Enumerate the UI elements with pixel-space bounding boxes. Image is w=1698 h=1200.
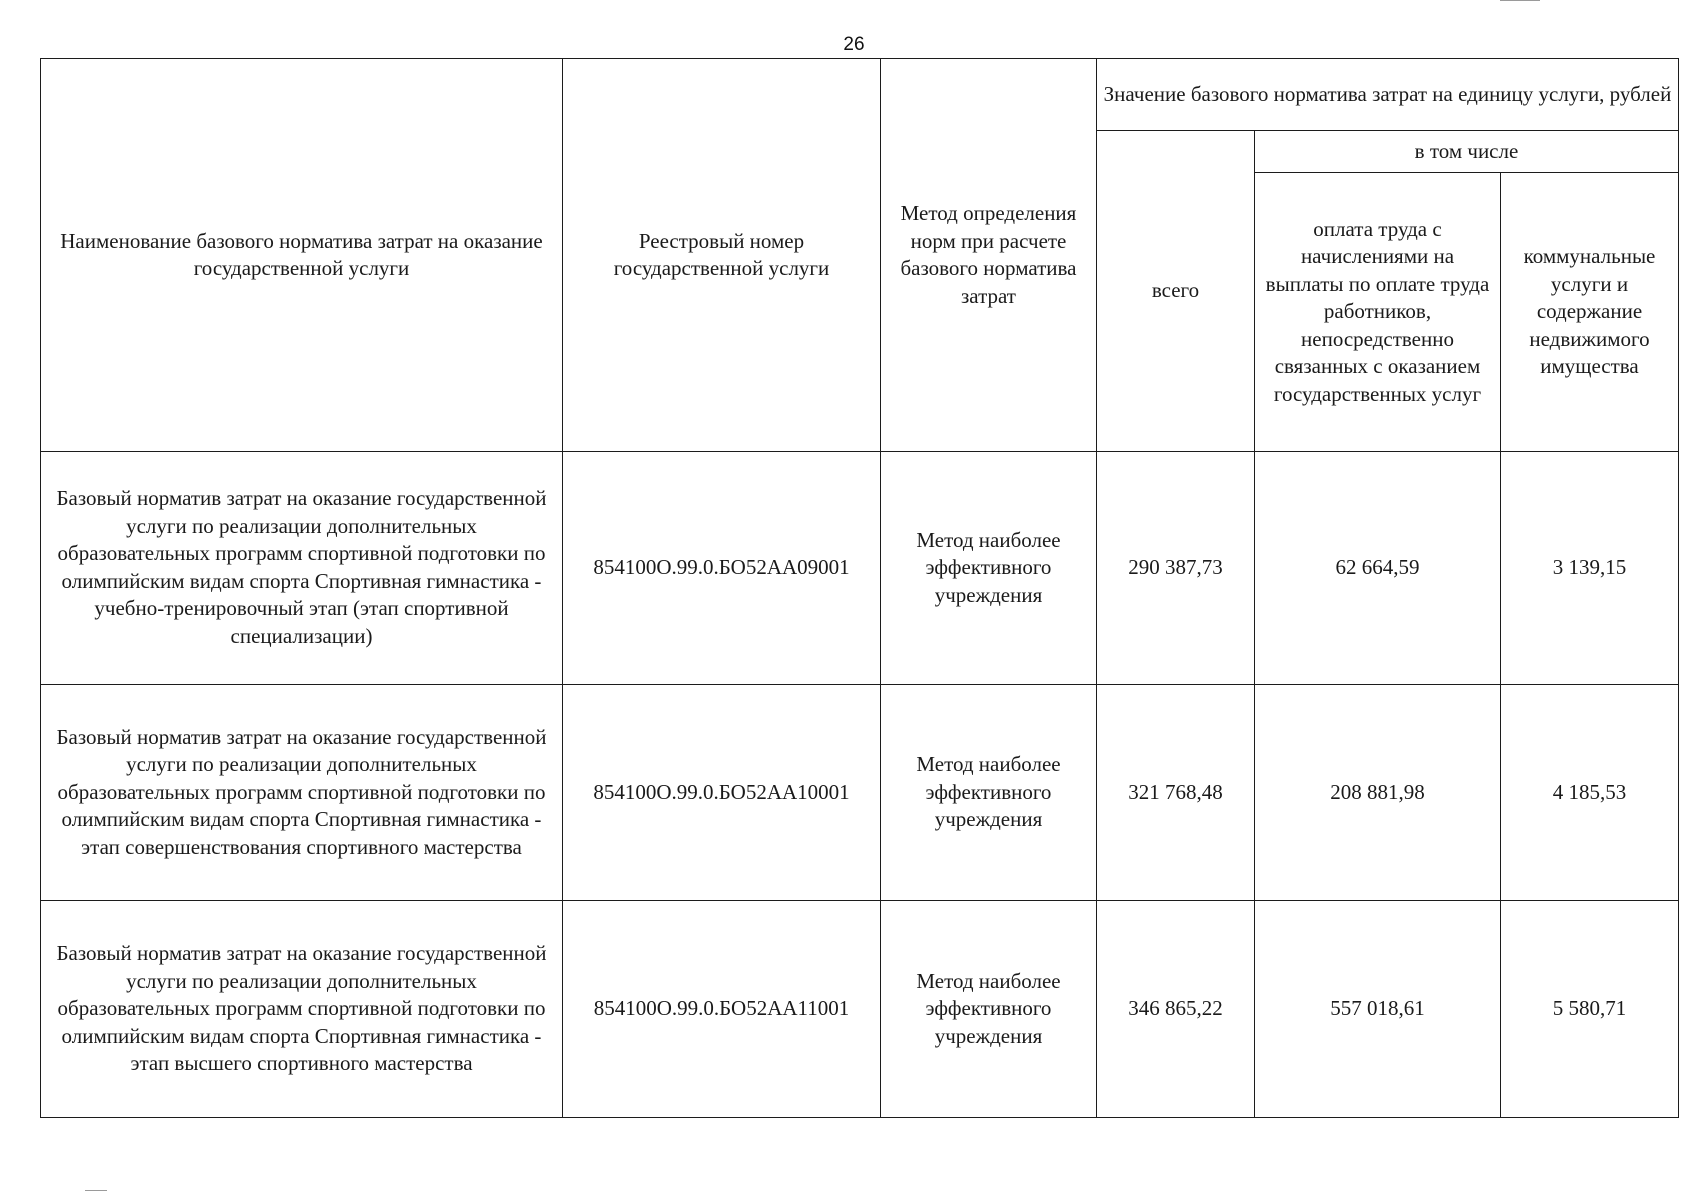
norms-table (40, 58, 1679, 1118)
row-registry: 854100О.99.0.БО52АА11001 (563, 901, 881, 1118)
row-utilities: 3 139,15 (1501, 452, 1679, 685)
header-method: Метод определения норм при расчете базового норматива затрат (881, 59, 1097, 452)
row-labor: 208 881,98 (1255, 684, 1501, 901)
table-row (41, 452, 1679, 685)
header-utilities: коммунальные услуги и содержание недвижимого имущества (1501, 173, 1679, 452)
row-registry: 854100О.99.0.БО52АА10001 (563, 684, 881, 901)
page-number: 26 (843, 34, 865, 55)
row-total: 321 768,48 (1097, 684, 1255, 901)
row-utilities: 4 185,53 (1501, 684, 1679, 901)
header-row-1 (41, 59, 1679, 131)
row-method: Метод наиболее эффективного учреждения (881, 452, 1097, 685)
header-labor: оплата труда с начислениями на выплаты по оплате труда работников, непосредственно связанных с оказанием государственных услуг (1255, 173, 1501, 452)
row-total: 346 865,22 (1097, 901, 1255, 1118)
header-registry: Реестровый номер государственной услуги (563, 59, 881, 452)
header-total: всего (1097, 131, 1255, 452)
row-registry: 854100О.99.0.БО52АА09001 (563, 452, 881, 685)
row-method: Метод наиболее эффективного учреждения (881, 901, 1097, 1118)
table-row (41, 684, 1679, 901)
row-method: Метод наиболее эффективного учреждения (881, 684, 1097, 901)
row-labor: 62 664,59 (1255, 452, 1501, 685)
row-name: Базовый норматив затрат на оказание государственной услуги по реализации дополнительных образовательных программ спортивной подготовки по олимпийским видам спорта Спортивная гимнастика - учебно-тренировочный этап (этап спортивной специализации) (41, 452, 563, 685)
row-name: Базовый норматив затрат на оказание государственной услуги по реализации дополнительных образовательных программ спортивной подготовки по олимпийским видам спорта Спортивная гимнастика - этап высшего спортивного мастерства (41, 901, 563, 1118)
scan-corner-mark (1500, 0, 1540, 1)
row-name: Базовый норматив затрат на оказание государственной услуги по реализации дополнительных образовательных программ спортивной подготовки по олимпийским видам спорта Спортивная гимнастика - этап совершенствования спортивного мастерства (41, 684, 563, 901)
header-name: Наименование базового норматива затрат на оказание государственной услуги (41, 59, 563, 452)
table-row (41, 901, 1679, 1118)
row-labor: 557 018,61 (1255, 901, 1501, 1118)
row-total: 290 387,73 (1097, 452, 1255, 685)
header-including: в том числе (1255, 131, 1679, 173)
header-value-group: Значение базового норматива затрат на единицу услуги, рублей (1097, 59, 1679, 131)
scan-margin-mark (85, 1190, 107, 1191)
row-utilities: 5 580,71 (1501, 901, 1679, 1118)
